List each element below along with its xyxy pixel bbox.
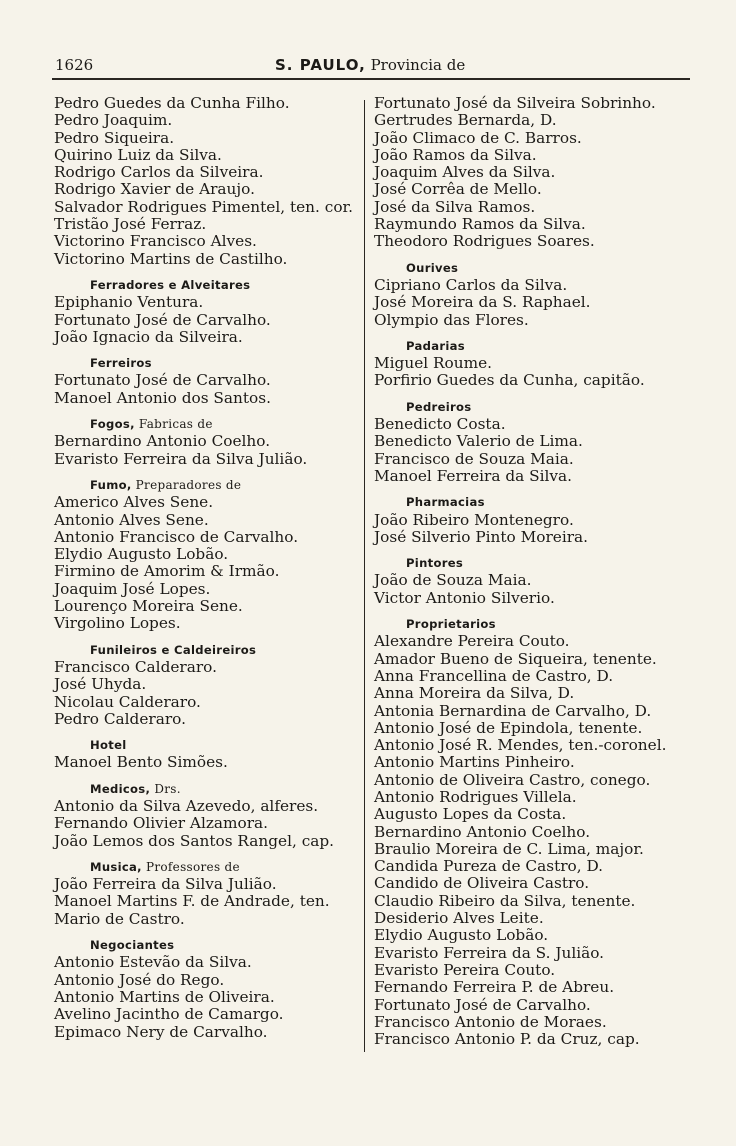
- header-rule: [52, 78, 690, 80]
- section-heading: [48, 781, 368, 798]
- page-number: 1626: [55, 56, 94, 74]
- directory-entry: Antonio de Oliveira Castro, conego.: [374, 770, 651, 789]
- directory-entry: Joaquim Alves da Silva.: [374, 163, 556, 182]
- directory-entry: João Ramos da Silva.: [374, 145, 537, 164]
- directory-entry: Benedicto Valerio de Lima.: [374, 432, 583, 451]
- directory-entry: Evaristo Ferreira da Silva Julião.: [54, 449, 308, 468]
- directory-entry: Bernardino Antonio Coelho.: [54, 432, 271, 451]
- section-title: Negociantes: [90, 938, 175, 953]
- section-title: Medicos,: [90, 781, 151, 796]
- directory-entry: Elydio Augusto Lobão.: [54, 545, 229, 564]
- directory-entry: Victorino Martins de Castilho.: [54, 249, 288, 268]
- directory-entry: Francisco Calderaro.: [54, 657, 217, 676]
- directory-entry: Avelino Jacintho de Camargo.: [54, 1005, 284, 1024]
- directory-entry: Benedicto Costa.: [374, 415, 506, 434]
- section-heading: [370, 616, 700, 633]
- directory-entry: Fortunato José de Carvalho.: [54, 371, 271, 390]
- directory-entry: Gertrudes Bernarda, D.: [374, 111, 557, 130]
- directory-entry: Augusto Lopes da Costa.: [374, 805, 567, 824]
- directory-entry: Miguel Roume.: [374, 354, 493, 373]
- section-heading: [370, 555, 700, 572]
- directory-entry: Pedro Calderaro.: [54, 709, 186, 728]
- section-title: Musica,: [90, 859, 142, 874]
- section-title: Ferradores e Alveitares: [90, 277, 251, 292]
- directory-entry: Anna Moreira da Silva, D.: [374, 684, 575, 703]
- left-column-list: [48, 95, 368, 1041]
- directory-entry: Fernando Olivier Alzamora.: [54, 814, 269, 833]
- directory-entry: Manoel Ferreira da Silva.: [374, 466, 573, 485]
- directory-entry: Evaristo Pereira Couto.: [374, 960, 556, 979]
- section-title: Ourives: [406, 260, 459, 275]
- directory-entry: Porfirio Guedes da Cunha, capitão.: [374, 371, 645, 390]
- section-heading: [48, 355, 368, 372]
- section-title: Padarias: [406, 338, 465, 353]
- directory-entry: Raymundo Ramos da Silva.: [374, 215, 586, 234]
- directory-entry: Fortunato José da Silveira Sobrinho.: [374, 94, 656, 112]
- directory-entry: Francisco de Souza Maia.: [374, 449, 574, 468]
- section-title: Fogos,: [90, 417, 135, 432]
- running-title-province: Provincia de: [370, 56, 466, 74]
- directory-entry: Joaquim José Lopes.: [54, 579, 211, 598]
- directory-entry: Antonio Martins Pinheiro.: [374, 753, 575, 772]
- section-subtitle: Drs.: [150, 781, 181, 796]
- section-heading: [370, 260, 700, 277]
- directory-entry: Antonio José R. Mendes, ten.-coronel.: [374, 736, 667, 755]
- directory-entry: Olympio das Flores.: [374, 310, 529, 329]
- directory-entry: João Ignacio da Silveira.: [54, 327, 243, 346]
- section-heading: [48, 277, 368, 294]
- directory-entry: Candido de Oliveira Castro.: [374, 874, 590, 893]
- directory-entry: Antonio Estevão da Silva.: [54, 953, 252, 972]
- section-title: Pintores: [406, 556, 464, 571]
- directory-entry: Elydio Augusto Lobão.: [374, 926, 549, 945]
- directory-entry: Victor Antonio Silverio.: [374, 588, 555, 607]
- section-heading: [48, 416, 368, 433]
- directory-entry: João Climaco de C. Barros.: [374, 128, 582, 147]
- section-subtitle: Professores de: [141, 859, 240, 874]
- running-title: [275, 56, 465, 74]
- directory-entry: Antonio Rodrigues Villela.: [374, 787, 577, 806]
- section-heading: [48, 642, 368, 659]
- directory-entry: Antonio Martins de Oliveira.: [54, 987, 275, 1006]
- directory-entry: Quirino Luiz da Silva.: [54, 145, 222, 164]
- directory-entry: Desiderio Alves Leite.: [374, 909, 544, 928]
- directory-entry: Francisco Antonio P. da Cruz, cap.: [374, 1030, 640, 1049]
- directory-entry: João Ferreira da Silva Julião.: [54, 875, 277, 894]
- directory-entry: José Uhyda.: [54, 675, 147, 694]
- directory-entry: Nicolau Calderaro.: [54, 692, 201, 711]
- directory-entry: Rodrigo Xavier de Araujo.: [54, 180, 255, 199]
- section-title: Ferreiros: [90, 356, 152, 371]
- directory-entry: Antonio Francisco de Carvalho.: [54, 527, 299, 546]
- section-title: Proprietarios: [406, 617, 496, 632]
- directory-entry: Amador Bueno de Siqueira, tenente.: [374, 649, 657, 668]
- section-heading: [370, 338, 700, 355]
- directory-entry: Epimaco Nery de Carvalho.: [54, 1022, 268, 1041]
- directory-entry: Manoel Bento Simões.: [54, 753, 228, 772]
- directory-entry: José da Silva Ramos.: [374, 197, 536, 216]
- directory-entry: Fortunato José de Carvalho.: [54, 310, 271, 329]
- section-heading: [370, 494, 700, 511]
- directory-entry: Braulio Moreira de C. Lima, major.: [374, 839, 644, 858]
- directory-entry: José Corrêa de Mello.: [374, 180, 542, 199]
- right-column: [370, 95, 700, 1048]
- section-heading: [48, 937, 368, 954]
- directory-entry: José Silverio Pinto Moreira.: [374, 527, 589, 546]
- directory-entry: Alexandre Pereira Couto.: [374, 632, 570, 651]
- page-header: [55, 56, 695, 78]
- directory-entry: Americo Alves Sene.: [54, 493, 214, 512]
- directory-entry: Victorino Francisco Alves.: [54, 232, 257, 251]
- directory-entry: Rodrigo Carlos da Silveira.: [54, 163, 264, 182]
- directory-entry: Pedro Guedes da Cunha Filho.: [54, 94, 290, 112]
- directory-entry: João Ribeiro Montenegro.: [374, 510, 574, 529]
- directory-entry: Antonio José de Epindola, tenente.: [374, 718, 643, 737]
- directory-entry: Antonio Alves Sene.: [54, 510, 209, 529]
- running-title-place: S. PAULO,: [275, 56, 366, 74]
- directory-entry: Epiphanio Ventura.: [54, 293, 204, 312]
- section-heading: [48, 737, 368, 754]
- directory-entry: Cipriano Carlos da Silva.: [374, 275, 568, 294]
- section-title: Pedreiros: [406, 399, 472, 414]
- directory-entry: Candida Pureza de Castro, D.: [374, 857, 604, 876]
- directory-entry: João de Souza Maia.: [374, 571, 532, 590]
- right-column-list: [370, 95, 700, 1048]
- directory-entry: Bernardino Antonio Coelho.: [374, 822, 591, 841]
- directory-entry: José Moreira da S. Raphael.: [374, 293, 591, 312]
- directory-entry: Mario de Castro.: [54, 909, 185, 928]
- section-title: Funileiros e Caldeireiros: [90, 642, 257, 657]
- directory-entry: Lourenço Moreira Sene.: [54, 597, 243, 616]
- directory-entry: Claudio Ribeiro da Silva, tenente.: [374, 891, 636, 910]
- left-column: [48, 95, 368, 1041]
- directory-entry: Antonia Bernardina de Carvalho, D.: [374, 701, 652, 720]
- section-subtitle: Preparadores de: [131, 477, 242, 492]
- directory-entry: Antonio da Silva Azevedo, alferes.: [54, 796, 319, 815]
- directory-entry: Firmino de Amorim & Irmão.: [54, 562, 280, 581]
- directory-entry: Pedro Siqueira.: [54, 128, 175, 147]
- section-title: Hotel: [90, 738, 127, 753]
- directory-entry: Fortunato José de Carvalho.: [374, 995, 591, 1014]
- directory-entry: Anna Francellina de Castro, D.: [374, 666, 614, 685]
- section-heading: [370, 399, 700, 416]
- section-heading: [48, 477, 368, 494]
- directory-entry: João Lemos dos Santos Rangel, cap.: [54, 831, 335, 850]
- directory-entry: Evaristo Ferreira da S. Julião.: [374, 943, 605, 962]
- section-subtitle: Fabricas de: [134, 417, 213, 432]
- directory-entry: Francisco Antonio de Moraes.: [374, 1012, 607, 1031]
- section-heading: [48, 859, 368, 876]
- directory-entry: Pedro Joaquim.: [54, 111, 173, 130]
- directory-entry: Antonio José do Rego.: [54, 970, 225, 989]
- directory-entry: Theodoro Rodrigues Soares.: [374, 232, 595, 251]
- directory-entry: Salvador Rodrigues Pimentel, ten. cor.: [54, 197, 354, 216]
- directory-entry: Manoel Martins F. de Andrade, ten.: [54, 892, 330, 911]
- directory-entry: Virgolino Lopes.: [54, 614, 181, 633]
- section-title: Pharmacias: [406, 495, 485, 510]
- directory-entry: Manoel Antonio dos Santos.: [54, 388, 271, 407]
- directory-entry: Fernando Ferreira P. de Abreu.: [374, 978, 615, 997]
- section-title: Fumo,: [90, 477, 132, 492]
- directory-entry: Tristão José Ferraz.: [54, 215, 207, 234]
